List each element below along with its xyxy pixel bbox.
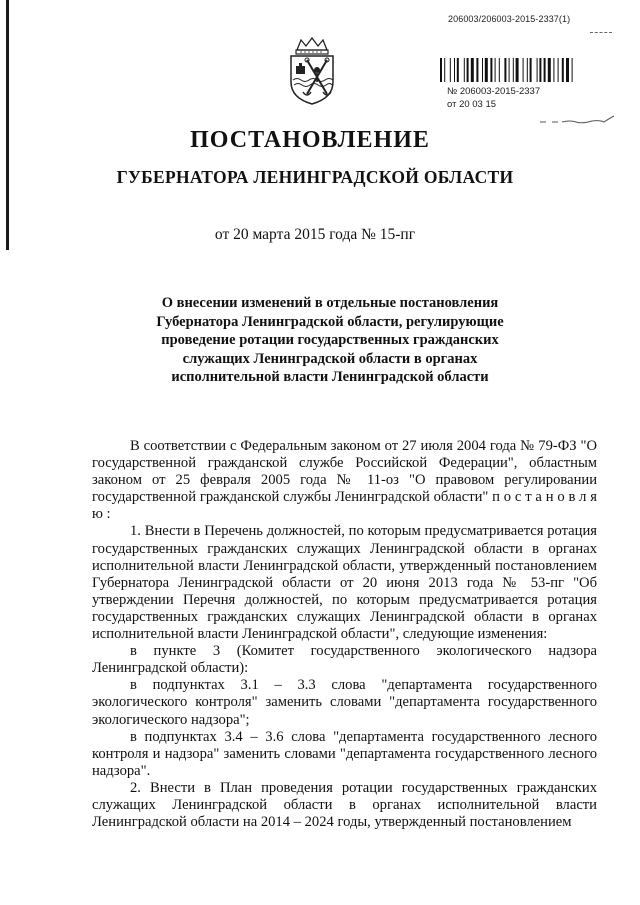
paragraph: в подпунктах 3.1 – 3.3 слова "департамента государственного экологического контроля" заменить словами "департамента государственного экологического надзора"; xyxy=(92,677,597,728)
scan-edge-bar xyxy=(6,0,9,250)
document-subtitle: ГУБЕРНАТОРА ЛЕНИНГРАДСКОЙ ОБЛАСТИ xyxy=(116,167,514,187)
registration-date: от 20 03 15 xyxy=(447,99,497,110)
heading-line: проведение ротации государственных гражданских xyxy=(161,332,499,348)
paragraph: 2. Внести в План проведения ротации государственных гражданских служащих Ленинградской области в органах исполнительной власти Ленинградской области на 2014 – 2024 годы, утвержденный постановлением xyxy=(92,779,597,831)
document-code: 206003/206003-2015-2337(1) xyxy=(448,14,571,24)
handwritten-mark xyxy=(540,114,620,128)
document-date-number: от 20 марта 2015 года № 15-пг xyxy=(214,226,416,243)
leningrad-oblast-coat-of-arms-icon xyxy=(283,36,341,106)
dash-mark xyxy=(590,32,612,34)
barcode-icon xyxy=(440,58,610,82)
paragraph: в пункте 3 (Комитет государственного экологического надзора Ленинградской области): xyxy=(92,643,597,677)
document-heading xyxy=(140,294,520,387)
paragraph: 1. Внести в Перечень должностей, по которым предусматривается ротация государственных гражданских служащих Ленинградской области в органах исполнительной власти Ленинградской области, утвержденный постановлением Губернатора Ленинградской области от 20 июня 2013 года № 53-пг "Об утверждении Перечня должностей, по которым предусматривается ротация государственных гражданских служащих Ленинградской области в органах исполнительной власти Ленинградской области", следующие изменения: xyxy=(92,523,597,643)
heading-line: Губернатора Ленинградской области, регулирующие xyxy=(156,313,504,330)
heading-line: исполнительной власти Ленинградской области xyxy=(171,369,489,385)
document-title: ПОСТАНОВЛЕНИЕ xyxy=(190,127,430,153)
heading-line: О внесении изменений в отдельные постановления xyxy=(161,295,499,311)
registration-number: № 206003-2015-2337 xyxy=(447,86,541,97)
paragraph: в подпунктах 3.4 – 3.6 слова "департамента государственного лесного контроля и надзора" заменить словами "департамента государственного лесного надзора". xyxy=(92,728,597,779)
paragraph: В соответствии с Федеральным законом от 27 июля 2004 года № 79-ФЗ "О государственной гражданской службе Российской Федерации", областным законом от 25 февраля 2005 года № 11-оз "О правовом регулировании государственной гражданской службы Ленинградской области" п о с т а н о в л я ю : xyxy=(92,438,597,523)
document-body xyxy=(92,438,597,831)
heading-line: служащих Ленинградской области в органах xyxy=(182,350,478,367)
